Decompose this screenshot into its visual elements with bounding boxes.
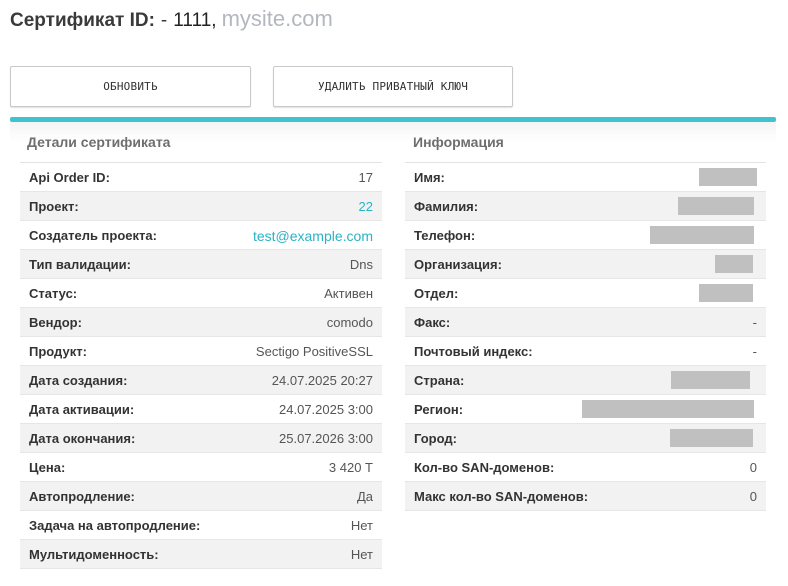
- info-row-organization: [405, 250, 766, 279]
- redacted-value: [678, 197, 754, 215]
- info-row-country: [405, 366, 766, 395]
- detail-label: Продукт:: [29, 343, 87, 359]
- certificate-details-section: [20, 122, 382, 569]
- info-label: Имя:: [414, 169, 445, 185]
- detail-label: Тип валидации:: [29, 256, 131, 272]
- info-label: Кол-во SAN-доменов:: [414, 459, 555, 475]
- project-creator-email-link[interactable]: test@example.com: [252, 228, 373, 244]
- detail-label: Автопродление:: [29, 488, 135, 504]
- detail-label: Статус:: [29, 285, 78, 301]
- detail-row-project: [20, 192, 382, 221]
- redacted-value: [699, 168, 757, 186]
- detail-row-activation-date: [20, 395, 382, 424]
- information-section: [405, 122, 766, 511]
- info-label: Город:: [414, 430, 457, 446]
- detail-value: comodo: [326, 314, 373, 330]
- detail-label: Мультидоменность:: [29, 546, 159, 562]
- detail-value: 25.07.2026 3:00: [279, 430, 373, 446]
- info-label: Макс кол-во SAN-доменов:: [414, 488, 589, 504]
- title-comma: ,: [211, 10, 217, 31]
- detail-row-multidomain: [20, 540, 382, 569]
- detail-row-autorenew-task: [20, 511, 382, 540]
- redacted-value: [582, 400, 754, 418]
- info-row-postal-code: [405, 337, 766, 366]
- detail-row-product: [20, 337, 382, 366]
- redacted-value: [650, 226, 754, 244]
- info-label: Фамилия:: [414, 198, 479, 214]
- detail-label: Цена:: [29, 459, 66, 475]
- info-label: Телефон:: [414, 227, 476, 243]
- detail-row-vendor: [20, 308, 382, 337]
- information-heading: Информация: [405, 122, 766, 163]
- info-value: 0: [749, 459, 757, 475]
- detail-label: Проект:: [29, 198, 79, 214]
- detail-value: Активен: [324, 285, 373, 301]
- info-row-first-name: [405, 163, 766, 192]
- info-label: Регион:: [414, 401, 464, 417]
- certificate-id-value: 1111: [173, 10, 212, 31]
- detail-label: Задача на автопродление:: [29, 517, 201, 533]
- info-row-phone: [405, 221, 766, 250]
- detail-value: 17: [358, 169, 373, 185]
- certificate-id-label: Сертификат ID:: [10, 10, 155, 31]
- project-link[interactable]: 22: [358, 198, 373, 214]
- redacted-value: [670, 429, 753, 447]
- detail-value: 24.07.2025 20:27: [271, 372, 373, 388]
- info-label: Почтовый индекс:: [414, 343, 533, 359]
- detail-row-status: [20, 279, 382, 308]
- info-value: -: [752, 343, 757, 359]
- certificate-domain: mysite.com: [221, 6, 333, 31]
- redacted-value: [671, 371, 750, 389]
- info-label: Организация:: [414, 256, 502, 272]
- detail-row-project-creator: [20, 221, 382, 250]
- detail-value: Sectigo PositiveSSL: [255, 343, 373, 359]
- info-label: Отдел:: [414, 285, 459, 301]
- certificate-details-heading: Детали сертификата: [20, 122, 382, 163]
- title-separator: -: [160, 10, 168, 31]
- detail-label: Вендор:: [29, 314, 82, 330]
- detail-row-api-order-id: [20, 163, 382, 192]
- detail-label: Api Order ID:: [29, 169, 110, 185]
- detail-label: Дата активации:: [29, 401, 135, 417]
- delete-private-key-button[interactable]: УДАЛИТЬ ПРИВАТНЫЙ КЛЮЧ: [273, 66, 513, 107]
- detail-value: Dns: [349, 256, 373, 272]
- detail-row-validation-type: [20, 250, 382, 279]
- detail-value: Нет: [350, 517, 373, 533]
- detail-label: Дата окончания:: [29, 430, 136, 446]
- detail-row-expiry-date: [20, 424, 382, 453]
- info-row-last-name: [405, 192, 766, 221]
- info-value: 0: [749, 488, 757, 504]
- info-row-fax: [405, 308, 766, 337]
- redacted-value: [699, 284, 753, 302]
- detail-value: 3 420 Т: [328, 459, 373, 475]
- detail-label: Создатель проекта:: [29, 227, 157, 243]
- info-label: Страна:: [414, 372, 465, 388]
- detail-value: Да: [356, 488, 373, 504]
- info-value: -: [752, 314, 757, 330]
- info-row-max-san-count: [405, 482, 766, 511]
- info-row-region: [405, 395, 766, 424]
- info-row-san-count: [405, 453, 766, 482]
- redacted-value: [715, 255, 753, 273]
- detail-row-created-date: [20, 366, 382, 395]
- detail-row-autorenew: [20, 482, 382, 511]
- refresh-button[interactable]: ОБНОВИТЬ: [10, 66, 251, 107]
- page-title: [10, 6, 333, 36]
- detail-value: Нет: [350, 546, 373, 562]
- info-row-city: [405, 424, 766, 453]
- detail-value: 24.07.2025 3:00: [279, 401, 373, 417]
- detail-row-price: [20, 453, 382, 482]
- detail-label: Дата создания:: [29, 372, 128, 388]
- info-label: Факс:: [414, 314, 451, 330]
- info-row-department: [405, 279, 766, 308]
